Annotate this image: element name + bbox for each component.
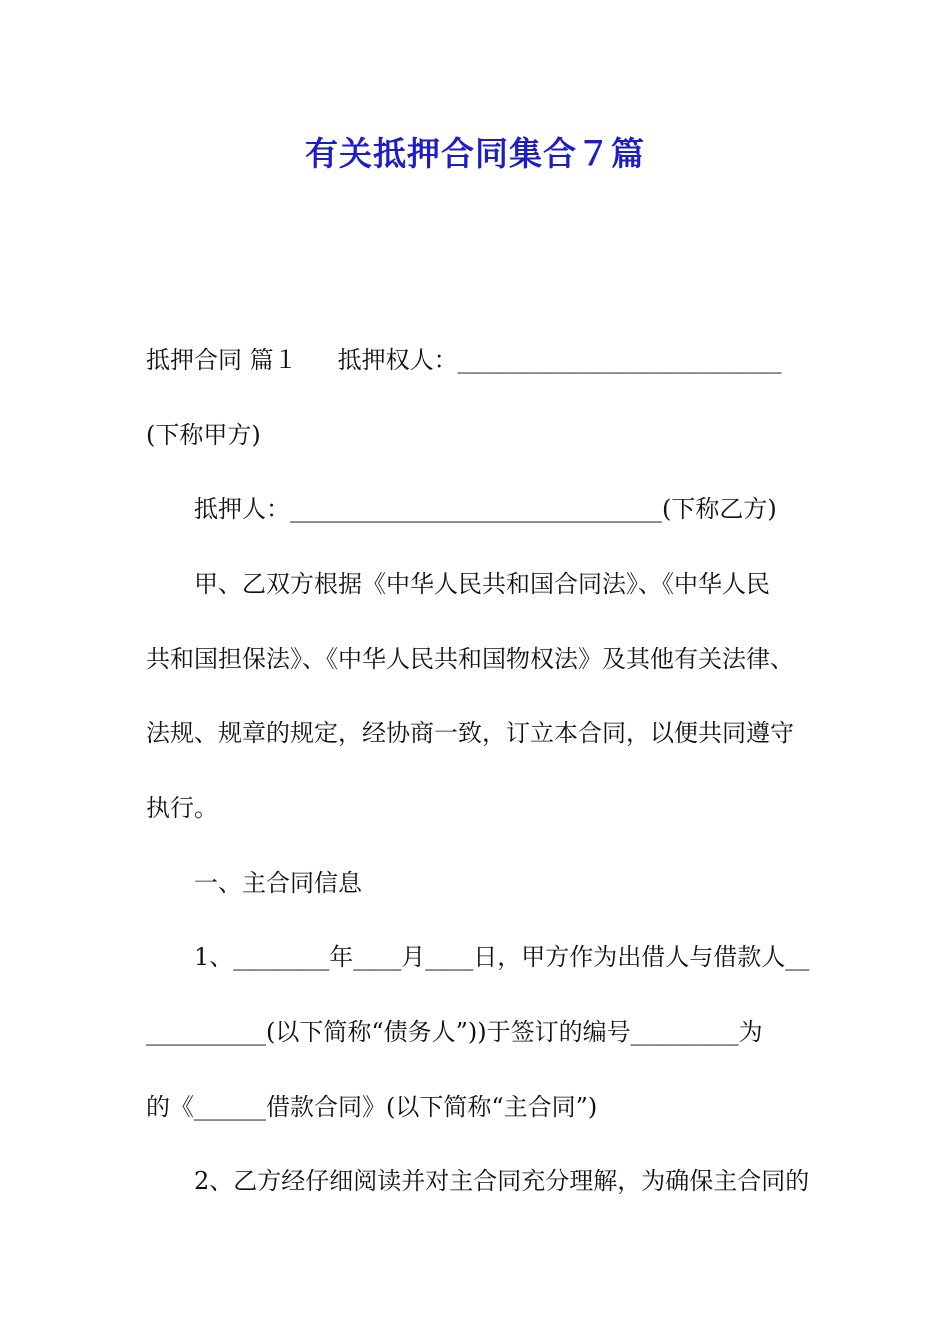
mortgagor-field: 抵押人：_______________________________(下称乙方) — [194, 495, 777, 523]
paragraph-line: 1、________年____月____日，甲方作为出借人与借款人__ — [194, 943, 810, 971]
paragraph-line: 共和国担保法》、《中华人民共和国物权法》及其他有关法律、 — [146, 645, 794, 673]
paragraph-line: __________(以下简称“债务人”))于签订的编号_________为 — [146, 1018, 763, 1046]
section-heading: 一、主合同信息 — [194, 869, 362, 897]
paragraph-line: 甲、乙双方根据《中华人民共和国合同法》、《中华人民 — [194, 570, 770, 598]
paragraph-line — [146, 345, 816, 375]
paragraph-line: 法规、规章的规定，经协商一致，订立本合同，以便共同遵守 — [146, 719, 794, 747]
document-title: 有关抵押合同集合７篇 — [305, 134, 645, 173]
section-heading: 抵押合同 篇１ — [146, 346, 298, 374]
paragraph-line: 的《______借款合同》(以下简称“主合同”) — [146, 1093, 598, 1121]
paragraph-line: 执行。 — [146, 794, 218, 822]
paragraph-line: 2、乙方经仔细阅读并对主合同充分理解，为确保主合同的 — [194, 1167, 810, 1195]
paragraph-line: (下称甲方) — [146, 421, 261, 449]
mortgagee-field: 抵押权人：___________________________ — [337, 346, 782, 374]
